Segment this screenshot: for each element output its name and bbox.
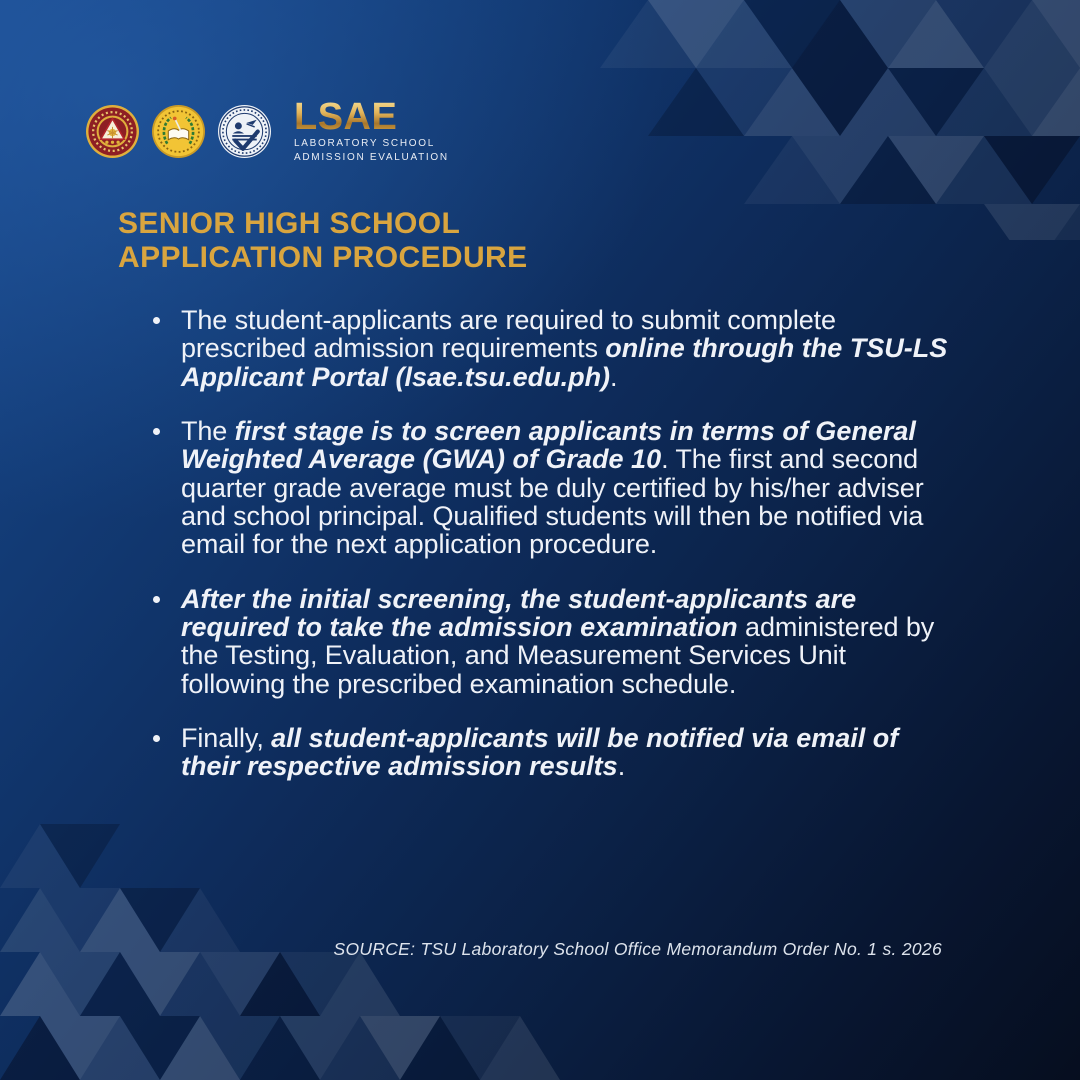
- lsae-subtitle-line2: ADMISSION EVALUATION: [294, 152, 449, 164]
- bullet-item-gwa-screening: [150, 417, 956, 559]
- text-run: . The first and second quarter grade average must be duly certified by his/her adviser and school principal. Qualified students will then be notified via email for the next application procedure.: [181, 444, 924, 560]
- page-title-line2: APPLICATION PROCEDURE: [118, 240, 528, 274]
- logo-row: [86, 96, 449, 164]
- source-note: SOURCE: TSU Laboratory School Office Memorandum Order No. 1 s. 2026: [333, 939, 942, 959]
- text-run: administered by the Testing, Evaluation, and Measurement Services Unit following the prescribed examination schedule.: [181, 612, 935, 699]
- bullet-list: [150, 306, 956, 807]
- text-run: The student-applicants are required to submit complete prescribed admission requirements: [181, 305, 836, 364]
- lsae-subtitle-line1: LABORATORY SCHOOL: [294, 138, 435, 150]
- text-run: .: [610, 361, 618, 392]
- text-run: Finally,: [181, 723, 272, 754]
- lsae-wordmark: LSAE: [294, 99, 449, 135]
- bullet-item-admission-exam: [150, 585, 956, 698]
- tsu-university-seal: [86, 105, 139, 158]
- text-run: .: [617, 751, 626, 782]
- college-of-education-seal: [152, 105, 205, 158]
- page-title-line1: SENIOR HIGH SCHOOL: [118, 207, 461, 240]
- emphasis-text-run: first stage is to screen applicants in terms of General Weighted Average (GWA) of Grade 10: [181, 416, 916, 475]
- text-run: The: [181, 416, 235, 447]
- page-title: [118, 207, 528, 275]
- emphasis-text-run: After the initial screening, the student-applicants are required to take the admission examination: [181, 583, 857, 643]
- emphasis-text-run: all student-applicants will be notified via email of their respective admission results: [181, 723, 899, 782]
- bullet-item-requirements: [150, 306, 956, 391]
- bullet-item-results-notice: [150, 724, 956, 781]
- triangle-pattern-top-right: [600, 0, 1080, 240]
- lsae-wordmark-block: [294, 96, 449, 164]
- emphasis-text-run: online through the TSU-LS Applicant Portal (lsae.tsu.edu.ph): [181, 333, 948, 392]
- laboratory-school-seal: [218, 105, 271, 158]
